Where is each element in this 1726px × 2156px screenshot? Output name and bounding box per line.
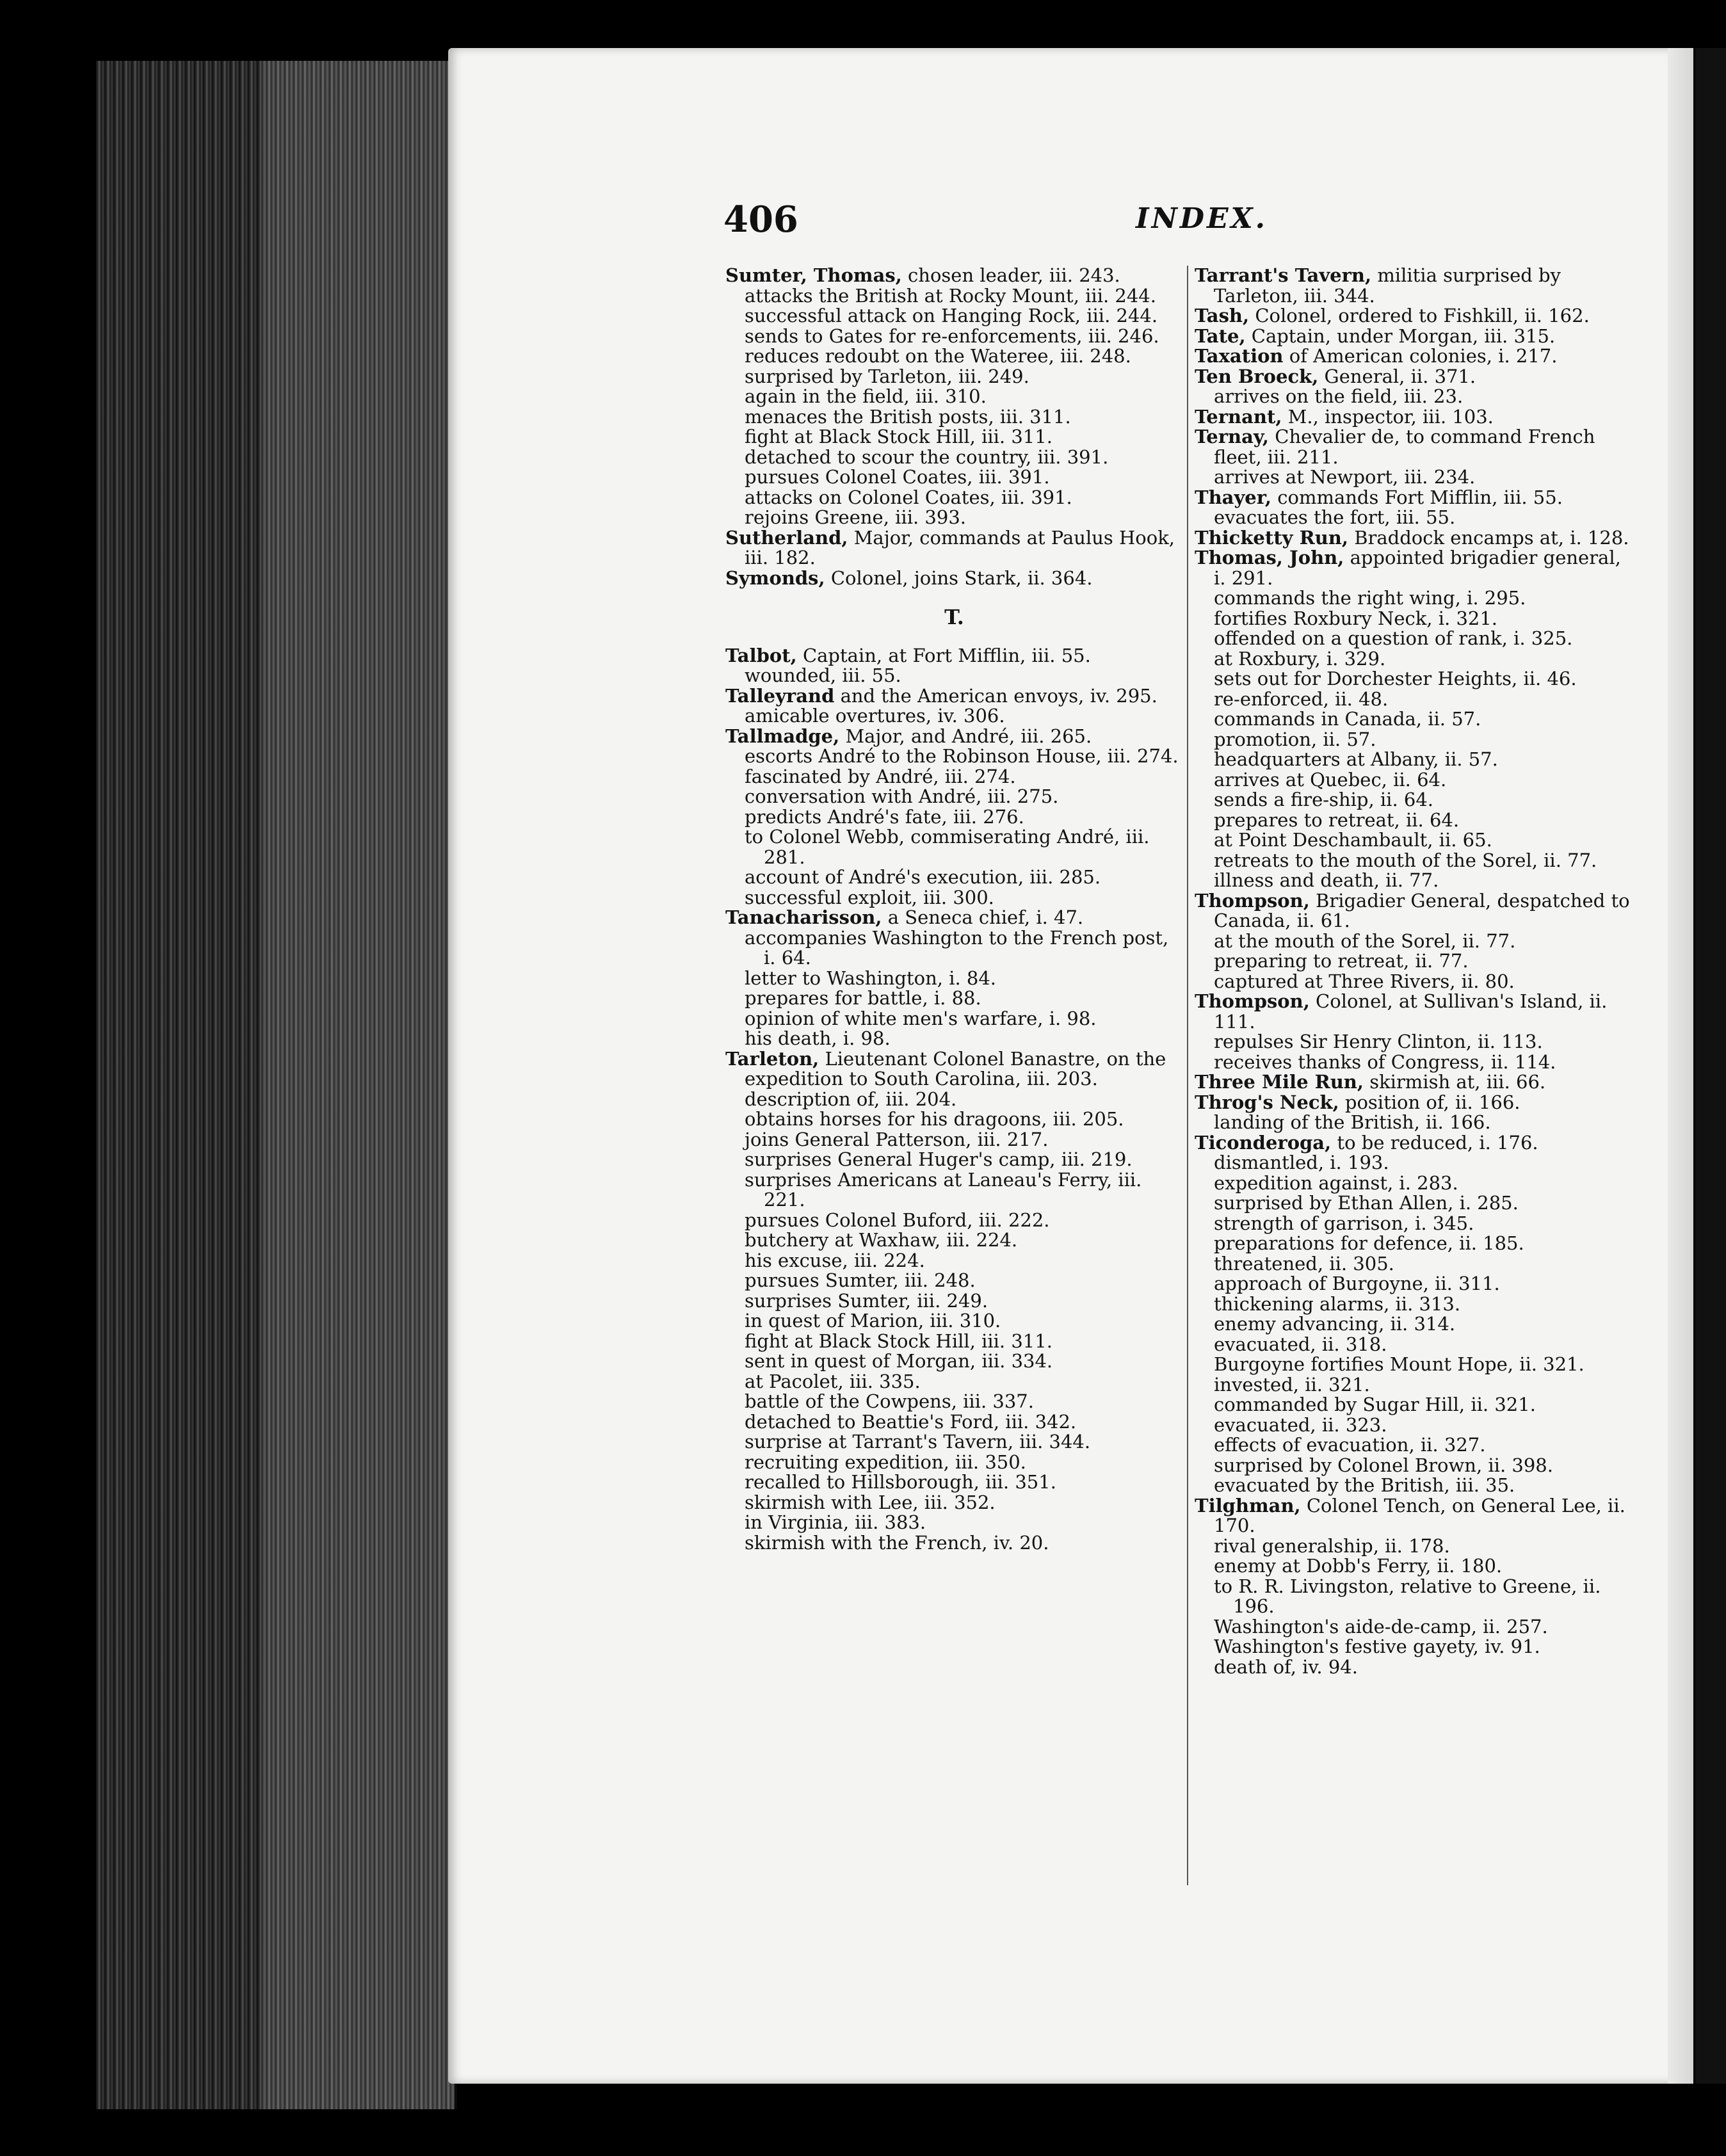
index-subentry: in Virginia, iii. 383. [745,1511,926,1533]
index-entry-heading: Tanacharisson, [725,906,882,928]
index-entry-heading: Throg's Neck, [1195,1091,1339,1113]
index-subentry: captured at Three Rivers, ii. 80. [1214,970,1515,992]
index-entry-text: Colonel, at Sullivan's Island, ii. 111. [1214,990,1608,1033]
index-subentry: rival generalship, ii. 178. [1214,1534,1450,1557]
index-entry-heading: Talbot, [725,644,797,666]
index-subentry: recalled to Hillsborough, iii. 351. [745,1471,1056,1493]
index-entry-text: appointed brigadier general, i. 291. [1214,547,1621,589]
index-subentry: approach of Burgoyne, ii. 311. [1214,1273,1500,1294]
index-entry [1195,891,1636,931]
index-entry-text: Captain, at Fort Mifflin, iii. 55. [802,644,1091,666]
index-subentry: opinion of white men's warfare, i. 98. [745,1007,1097,1029]
index-subentry: skirmish with Lee, iii. 352. [745,1491,996,1513]
index-subentry: sets out for Dorchester Heights, ii. 46. [1214,668,1577,689]
index-entry-heading: Talleyrand [725,684,835,707]
index-subentry: sent in quest of Morgan, iii. 334. [745,1350,1053,1372]
index-entry [725,727,1183,747]
index-entry-text: Lieutenant Colonel Banastre, on the expedition to South Carolina, iii. 203. [745,1047,1166,1090]
index-subentry: Washington's aide-de-camp, ii. 257. [1214,1615,1548,1637]
index-entry-heading: Thompson, [1195,889,1310,912]
index-subentry: surprised by Tarleton, iii. 249. [745,365,1029,387]
index-subentry: threatened, ii. 305. [1214,1252,1394,1275]
index-subentry: evacuated, ii. 318. [1214,1333,1387,1355]
index-subentry: escorts André to the Robinson House, iii. 274. [745,745,1179,767]
index-entry-text: Brigadier General, despatched to Canada, ii. 61. [1214,889,1630,931]
index-entry-heading: Thicketty Run, [1195,526,1348,549]
page-header [723,198,1268,243]
index-subentry: to Colonel Webb, commiserating André, iii. 281. [745,826,1150,868]
index-entry-text: Colonel, joins Stark, ii. 364. [830,567,1093,589]
index-subentry: again in the field, iii. 310. [745,385,987,407]
index-entry-heading: Tash, [1195,305,1250,326]
index-entry [725,528,1183,568]
index-subentry: repulses Sir Henry Clinton, ii. 113. [1214,1031,1543,1052]
index-subentry: surprise at Tarrant's Tavern, iii. 344. [745,1431,1091,1452]
index-entry [1195,992,1636,1032]
index-entry-heading: Sutherland, [725,526,848,549]
index-subentry: accompanies Washington to the French post, i. 64. [745,926,1169,969]
index-column-right [1195,266,1636,1677]
index-subentry: retreats to the mouth of the Sorel, ii. 77. [1214,849,1597,871]
index-subentry: sends to Gates for re-enforcements, iii. 246. [745,325,1159,347]
index-subentry: death of, iv. 94. [1214,1655,1358,1678]
index-subentry: headquarters at Albany, ii. 57. [1214,748,1498,770]
index-entry-text: and the American envoys, iv. 295. [840,684,1157,707]
index-subentry: successful attack on Hanging Rock, iii. 244. [745,305,1158,326]
index-subentry: battle of the Cowpens, iii. 337. [745,1390,1034,1412]
index-subentry: in quest of Marion, iii. 310. [745,1310,1001,1331]
index-subentry: conversation with André, iii. 275. [745,785,1059,807]
index-subentry: letter to Washington, i. 84. [745,967,997,989]
index-entry-heading: Thomas, John, [1195,547,1344,568]
index-entry-text: a Seneca chief, i. 47. [887,906,1084,928]
index-subentry: prepares for battle, i. 88. [745,987,981,1009]
index-subentry: rejoins Greene, iii. 393. [745,506,966,528]
index-subentry: arrives on the field, iii. 23. [1214,385,1464,407]
section-letter: T. [944,605,964,629]
index-entry-text: militia surprised by Tarleton, iii. 344. [1214,264,1561,307]
page-fold [1668,48,1693,2084]
running-title: INDEX. [1136,202,1268,235]
index-subentry: prepares to retreat, ii. 64. [1214,808,1460,831]
index-entry [1195,346,1636,367]
index-entry [725,908,1183,928]
book-page-edges-highlight [262,61,455,2109]
index-column-left [725,266,1183,1553]
index-subentry: amicable overtures, iv. 306. [745,705,1005,727]
index-subentry: receives thanks of Congress, ii. 114. [1214,1050,1556,1073]
index-entry-heading: Sumter, Thomas, [725,264,902,286]
index-entry-heading: Tarleton, [725,1047,819,1070]
index-subentry: joins General Patterson, iii. 217. [745,1128,1049,1150]
index-entry [725,266,1183,286]
index-subentry: Washington's festive gayety, iv. 91. [1214,1636,1540,1657]
index-entry [1195,1093,1636,1113]
index-entry [1195,407,1636,428]
index-entry-text: Chevalier de, to command French fleet, iii. 211. [1214,426,1595,468]
index-subentry: fight at Black Stock Hill, iii. 311. [745,426,1053,447]
index-subentry: preparations for defence, ii. 185. [1214,1232,1524,1254]
index-entry-heading: Thayer, [1195,486,1272,508]
index-entry-heading: Taxation [1195,345,1284,367]
index-subentry: preparing to retreat, ii. 77. [1214,950,1469,972]
index-entry-text: chosen leader, iii. 243. [908,264,1120,286]
index-entry-text: Braddock encamps at, i. 128. [1354,526,1629,549]
index-entry-text: position of, ii. 166. [1344,1091,1520,1113]
index-subentry: detached to scour the country, iii. 391. [745,446,1109,468]
index-subentry: commands the right wing, i. 295. [1214,587,1526,609]
index-entry [1195,1133,1636,1154]
index-subentry: pursues Sumter, iii. 248. [745,1269,976,1291]
index-entry [1195,1072,1636,1093]
index-entry-heading: Three Mile Run, [1195,1071,1364,1093]
index-subentry: invested, ii. 321. [1214,1373,1370,1396]
index-subentry: at Pacolet, iii. 335. [745,1370,921,1392]
index-entry-heading: Tarrant's Tavern, [1195,264,1372,286]
index-subentry: menaces the British posts, iii. 311. [745,405,1071,428]
column-divider [1187,266,1188,1885]
index-subentry: illness and death, ii. 77. [1214,869,1439,891]
index-subentry: fascinated by André, iii. 274. [745,765,1016,787]
index-subentry: predicts André's fate, iii. 276. [745,805,1024,828]
index-entry-heading: Tate, [1195,325,1246,347]
index-subentry: surprised by Ethan Allen, i. 285. [1214,1192,1519,1214]
index-entry-heading: Ternay, [1195,426,1270,447]
index-subentry: recruiting expedition, iii. 350. [745,1451,1026,1473]
index-subentry: obtains horses for his dragoons, iii. 205. [745,1108,1124,1130]
index-entry-text: Colonel Tench, on General Lee, ii. 170. [1214,1494,1625,1536]
index-subentry: surprised by Colonel Brown, ii. 398. [1214,1454,1553,1476]
index-entry [725,686,1183,707]
index-entry-text: of American colonies, i. 217. [1289,345,1558,367]
index-subentry: thickening alarms, ii. 313. [1214,1292,1461,1315]
index-subentry: surprises General Huger's camp, iii. 219. [745,1148,1133,1170]
index-subentry: his excuse, iii. 224. [745,1249,925,1271]
index-entry-text: Colonel, ordered to Fishkill, ii. 162. [1255,305,1590,326]
index-subentry: butchery at Waxhaw, iii. 224. [745,1229,1018,1251]
index-subentry: attacks on Colonel Coates, iii. 391. [745,486,1072,508]
index-subentry: commands in Canada, ii. 57. [1214,708,1481,730]
index-subentry: arrives at Quebec, ii. 64. [1214,768,1447,791]
index-subentry: strength of garrison, i. 345. [1214,1212,1474,1234]
index-subentry: reduces redoubt on the Wateree, iii. 248. [745,345,1131,367]
index-entry [725,568,1183,589]
index-subentry: his death, i. 98. [745,1027,891,1049]
index-subentry: evacuates the fort, iii. 55. [1214,506,1456,528]
index-subentry: sends a fire-ship, ii. 64. [1214,789,1434,810]
index-subentry: enemy at Dobb's Ferry, ii. 180. [1214,1555,1503,1577]
index-entry-text: Major, commands at Paulus Hook, iii. 182. [745,526,1175,568]
index-subentry: pursues Colonel Coates, iii. 391. [745,466,1050,488]
index-entry [1195,306,1636,326]
index-subentry: evacuated, ii. 323. [1214,1413,1387,1436]
index-subentry: at the mouth of the Sorel, ii. 77. [1214,929,1516,952]
index-entry [1195,427,1636,467]
index-entry [1195,1496,1636,1536]
index-subentry: successful exploit, iii. 300. [745,886,994,908]
index-subentry: surprises Americans at Laneau's Ferry, iii. 221. [745,1168,1142,1211]
index-entry [1195,488,1636,508]
index-entry-text: Captain, under Morgan, iii. 315. [1251,325,1556,347]
page-number: 406 [723,198,798,241]
index-subentry: skirmish with the French, iv. 20. [745,1531,1049,1554]
index-subentry: re-enforced, ii. 48. [1214,688,1389,710]
index-entry [1195,367,1636,387]
index-subentry: wounded, iii. 55. [745,664,901,686]
index-subentry: evacuated by the British, iii. 35. [1214,1474,1515,1496]
index-subentry: at Roxbury, i. 329. [1214,647,1386,670]
index-subentry: to R. R. Livingston, relative to Greene, ii. 196. [1214,1575,1601,1617]
index-entry-heading: Ticonderoga, [1195,1131,1332,1154]
index-subentry: dismantled, i. 193. [1214,1152,1389,1173]
index-entry [725,646,1183,666]
index-entry-heading: Ten Broeck, [1195,365,1319,387]
index-subentry: arrives at Newport, iii. 234. [1214,466,1476,488]
index-entry-heading: Tilghman, [1195,1494,1301,1516]
index-entry [1195,326,1636,347]
index-subentry: attacks the British at Rocky Mount, iii. 244. [745,284,1156,307]
index-subentry: landing of the British, ii. 166. [1214,1111,1491,1133]
index-entry-text: M., inspector, iii. 103. [1287,405,1494,428]
index-subentry: description of, iii. 204. [745,1088,957,1110]
index-subentry: effects of evacuation, ii. 327. [1214,1434,1486,1456]
index-entry-text: commands Fort Mifflin, iii. 55. [1277,486,1563,508]
index-entry-heading: Symonds, [725,567,825,589]
index-entry-text: to be reduced, i. 176. [1337,1131,1538,1154]
index-subentry: offended on a question of rank, i. 325. [1214,627,1573,649]
index-entry-heading: Tallmadge, [725,725,840,747]
index-entry-heading: Ternant, [1195,405,1282,428]
index-entry [1195,266,1636,306]
index-subentry: expedition against, i. 283. [1214,1171,1458,1194]
index-entry [1195,528,1636,549]
index-subentry: fortifies Roxbury Neck, i. 321. [1214,607,1498,629]
index-subentry: commanded by Sugar Hill, ii. 321. [1214,1394,1536,1415]
index-subentry: detached to Beattie's Ford, iii. 342. [745,1410,1077,1433]
index-subentry: at Point Deschambault, ii. 65. [1214,829,1492,851]
index-entry-text: General, ii. 371. [1324,365,1476,387]
index-entry-text: skirmish at, iii. 66. [1369,1071,1546,1093]
index-subentry: enemy advancing, ii. 314. [1214,1313,1456,1335]
index-entry-text: Major, and André, iii. 265. [845,725,1092,747]
index-subentry: Burgoyne fortifies Mount Hope, ii. 321. [1214,1353,1585,1375]
index-entry [1195,548,1636,588]
index-subentry: promotion, ii. 57. [1214,728,1376,750]
index-subentry: account of André's execution, iii. 285. [745,866,1101,888]
index-entry-heading: Thompson, [1195,990,1310,1012]
scan-border-right [1695,48,1726,2084]
index-subentry: pursues Colonel Buford, iii. 222. [745,1209,1050,1231]
index-subentry: surprises Sumter, iii. 249. [745,1289,988,1312]
index-entry [725,1049,1183,1090]
index-subentry: fight at Black Stock Hill, iii. 311. [745,1330,1053,1352]
